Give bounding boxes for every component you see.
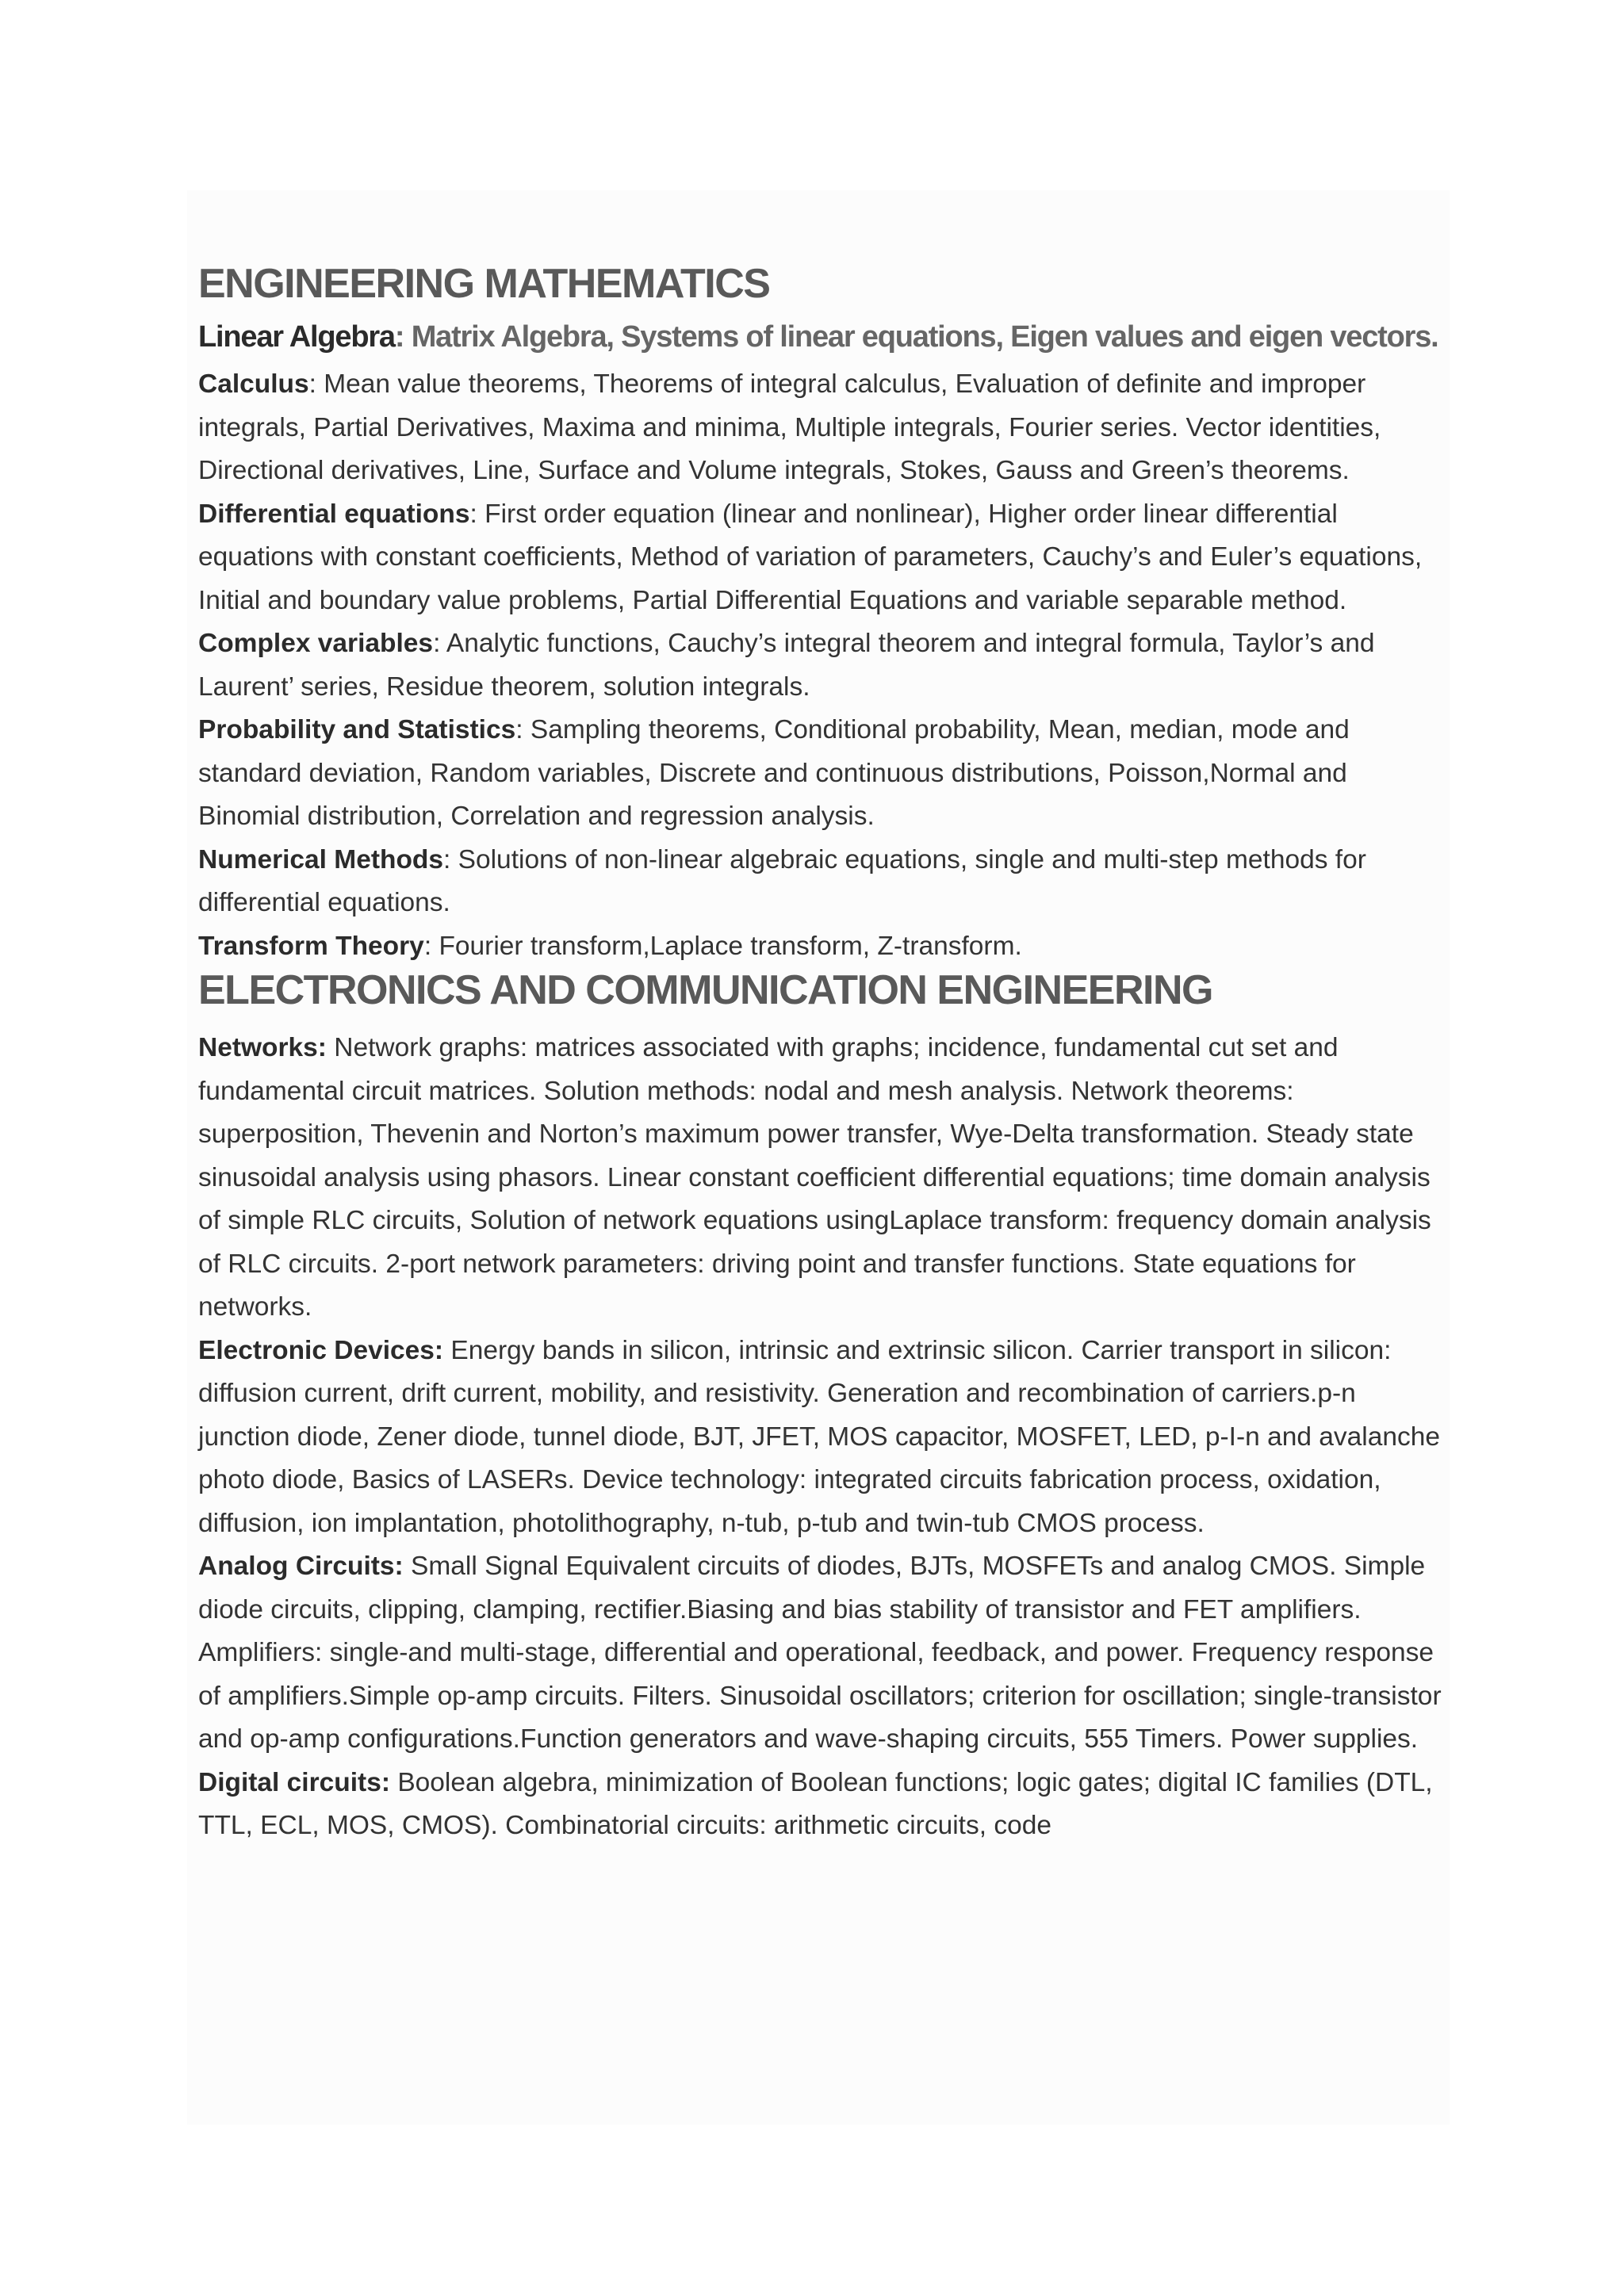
topic-networks (198, 1027, 1443, 1330)
topic-separator (327, 1033, 334, 1062)
section-title-engineering-mathematics: ENGINEERING MATHEMATICS (198, 261, 770, 307)
topic-label: Analog Circuits: (198, 1552, 404, 1581)
topic-complex-variables (198, 622, 1443, 709)
topic-label: Electronic Devices: (198, 1335, 444, 1365)
topic-label: Numerical Methods (198, 844, 444, 874)
topic-separator: : (433, 629, 446, 658)
topic-text: Small Signal Equivalent circuits of diodes, BJTs, MOSFETs and analog CMOS. Simple diode circuits, clipping, clamping, rectifier.Biasing and bias stability of transistor and FET amplifiers. Amplifiers: single-and multi-stage, differential and operational, feedback, and power. Frequency response of amplifiers.Simple op-amp circuits. Filters. Sinusoidal oscillators; criterion for oscillation; single-transistor and op-amp configurations.Function generators and wave-shaping circuits, 555 Timers. Power supplies. (198, 1552, 1442, 1754)
topic-text: Matrix Algebra, Systems of linear equations, Eigen values and eigen vectors. (411, 320, 1438, 354)
topic-text: Solutions of non-linear algebraic equations, single and multi-step methods for differential equations. (198, 844, 1366, 917)
topic-text: Energy bands in silicon, intrinsic and extrinsic silicon. Carrier transport in silicon: diffusion current, drift current, mobility, and resistivity. Generation and recombination of carriers.p-n junction diode, Zener diode, tunnel diode, BJT, JFET, MOS capacitor, MOSFET, LED, p-I-n and avalanche photo diode, Basics of LASERs. Device technology: integrated circuits fabrication process, oxidation, diffusion, ion implantation, photolithography, n-tub, p-tub and twin-tub CMOS process. (198, 1335, 1440, 1538)
topic-label: Linear Algebra (198, 320, 395, 354)
topic-label: Calculus (198, 369, 309, 399)
topic-probability-and-statistics (198, 709, 1443, 839)
topic-calculus (198, 363, 1443, 493)
topic-text: Fourier transform,Laplace transform, Z-transform. (439, 931, 1022, 961)
topic-separator: : (308, 369, 324, 399)
topic-numerical-methods (198, 839, 1443, 925)
topic-text: First order equation (linear and nonlinear), Higher order linear differential equations with constant coefficients, Method of variation of parameters, Cauchy’s and Euler’s equations, Initial and boundary value problems, Partial Differential Equations and variable separable method. (198, 499, 1423, 615)
topic-text: Network graphs: matrices associated with graphs; incidence, fundamental cut set and fundamental circuit matrices. Solution methods: nodal and mesh analysis. Network theorems: superposition, Thevenin and Norton’s maximum power transfer, Wye-Delta transformation. Steady state sinusoidal analysis using phasors. Linear constant coefficient differential equations; time domain analysis of simple RLC circuits, Solution of network equations usingLaplace transform: frequency domain analysis of RLC circuits. 2-port network parameters: driving point and transfer functions. State equations for networks. (198, 1033, 1431, 1322)
topic-text: Mean value theorems, Theorems of integral calculus, Evaluation of definite and improper integrals, Partial Derivatives, Maxima and minima, Multiple integrals, Fourier series. Vector identities, Directional derivatives, Line, Surface and Volume integrals, Stokes, Gauss and Green’s theorems. (198, 369, 1381, 485)
topic-text: Boolean algebra, minimization of Boolean functions; logic gates; digital IC families (DTL, TTL, ECL, MOS, CMOS). Combinatorial circuits: arithmetic circuits, code (198, 1767, 1433, 1840)
topic-label: Digital circuits: (198, 1767, 390, 1797)
topic-text: Sampling theorems, Conditional probability, Mean, median, mode and standard deviation, Random variables, Discrete and continuous distributions, Poisson,Normal and Binomial distribution, Correlation and regression analysis. (198, 715, 1350, 831)
topic-separator: : (443, 844, 458, 874)
topic-electronic-devices (198, 1330, 1443, 1546)
topic-separator: : (394, 320, 412, 354)
document-body (198, 255, 1443, 1848)
topic-label: Differential equations (198, 499, 470, 529)
topic-linear-algebra (198, 316, 1443, 358)
topic-separator: : (469, 499, 485, 529)
topic-label: Networks: (198, 1033, 327, 1062)
topic-differential-equations (198, 493, 1443, 623)
topic-separator (390, 1768, 397, 1797)
topic-text: Analytic functions, Cauchy’s integral theorem and integral formula, Taylor’s and Laurent’ series, Residue theorem, solution integrals. (198, 629, 1375, 702)
topic-analog-circuits (198, 1545, 1443, 1762)
section-title-electronics-and-communication: ELECTRONICS AND COMMUNICATION ENGINEERING (198, 967, 1212, 1013)
topic-digital-circuits (198, 1762, 1443, 1848)
topic-separator (443, 1336, 450, 1365)
topic-separator: : (423, 931, 439, 961)
topic-label: Complex variables (198, 629, 434, 658)
topic-separator: : (515, 715, 530, 744)
topic-label: Transform Theory (198, 931, 424, 961)
topic-label: Probability and Statistics (198, 715, 516, 744)
topic-separator (404, 1552, 411, 1581)
